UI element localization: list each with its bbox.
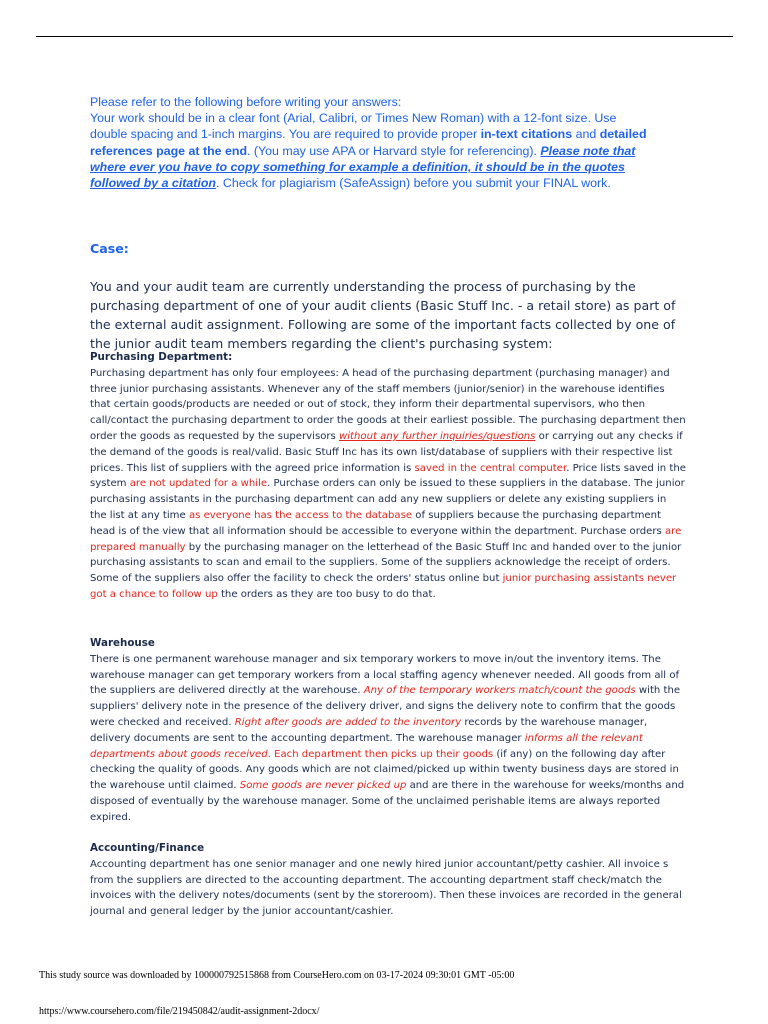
section-purchasing	[90, 350, 686, 603]
body-text: records by the warehouse manager, delivery documents are sent to the accounting department. The warehouse manager	[90, 716, 648, 744]
highlight-text: Any of the temporary workers match/count the goods	[363, 685, 636, 697]
body-text: Purchasing department has only four employees: A head of the purchasing department (purchasing manager) and three junior purchasing assistants. Whenever any of the staff members (junior/senior) in the warehouse identifies that certain goods/products are needed or out of stock, they inform their departmental supervisors, who then call/contact the purchasing department to order the goods at their earliest possible. The purchasing department then order the goods as requested by the supervisors	[90, 367, 686, 442]
highlight-text: saved in the central computer	[414, 462, 567, 474]
instructions-intro: Please refer to the following before writing your answers:	[90, 95, 402, 109]
highlight-text: without any further inquiries/questions	[339, 430, 536, 442]
highlight-text: are not updated for a while	[129, 478, 268, 490]
section-body: Accounting department has one senior manager and one newly hired junior accountant/petty cashier. All invoice s from the suppliers are directed to the accounting department. The accounting department staff check/match the invoices with the delivery notes/documents (sent by the storeroom). Then these invoices are recorded in the general journal and general ledger by the junior accountant/cashier.	[90, 858, 682, 918]
body-text: with the suppliers' delivery note in the presence of the delivery driver, and signs the delivery note to confirm that the goods were checked and received.	[90, 685, 681, 728]
section-heading: Purchasing Department:	[90, 351, 233, 363]
case-heading: Case:	[90, 241, 129, 256]
body-text: and are there in the warehouse for weeks/months and disposed of eventually by the warehouse manager. Some of the unclaimed perishable items are always reported expired.	[90, 780, 685, 823]
section-heading: Warehouse	[90, 637, 155, 649]
instructions-block	[90, 94, 650, 191]
footer-url[interactable]: https://www.coursehero.com/file/219450842/audit-assignment-2docx/	[39, 1006, 320, 1017]
emphasis-references: detailed references page at the end	[90, 127, 647, 158]
body-text: There is one permanent warehouse manager and six temporary workers to move in/out the inventory items. The warehouse manager can get temporary workers from a local staffing agency whenever needed. All goods from all of the suppliers are delivered directly at the warehouse.	[90, 653, 680, 697]
highlight-text: are prepared manually	[90, 525, 682, 553]
body-text: of suppliers because the purchasing department head is of the view that all information should be accessible to everyone within the department. Purchase orders	[90, 509, 665, 537]
section-heading: Accounting/Finance	[90, 842, 205, 854]
body-text: by the purchasing manager on the letterhead of the Basic Stuff Inc and handed over to the junior purchasing assistants to scan and email to the suppliers. Some of the suppliers acknowledge the receipt of orders. Some of the suppliers also offer the facility to check the orders' status online but	[90, 541, 682, 585]
footer-source: This study source was downloaded by 100000792515868 from CourseHero.com on 03-17-2024 09:30:01 GMT -05:00	[39, 970, 515, 981]
highlight-text: junior purchasing assistants never got a chance to follow up	[90, 573, 677, 600]
section-body	[90, 652, 686, 826]
body-text: . Price lists saved in the system	[90, 462, 686, 490]
case-intro: You and your audit team are currently understanding the process of purchasing by the purchasing department of one of your audit clients (Basic Stuff Inc. - a retail store) as part of the external audit assignment. Following are some of the important facts collected by one of the junior audit team members regarding the client's purchasing system:	[90, 279, 676, 351]
section-body	[90, 366, 686, 603]
highlight-text: informs all the relevant departments about goods received	[90, 732, 643, 760]
emphasis-quote-note: Please note that where ever you have to copy something for example a definition, it should be in the quotes followed by a citation	[90, 143, 636, 191]
emphasis-in-text-citations: in-text citations	[480, 127, 573, 142]
section-warehouse	[90, 636, 686, 826]
highlight-text: . Each department then picks up their goods	[267, 748, 494, 760]
instructions-text: . Check for plagiarism (SafeAssign) before you submit your FINAL work.	[215, 176, 611, 191]
instructions-body	[90, 110, 650, 191]
body-text: or carrying out any checks if the demand of the goods is real/valid. Basic Stuff Inc has its own list/database of suppliers with their respective list prices. This list of suppliers with the agreed price information is	[90, 430, 683, 474]
section-accounting	[90, 841, 686, 920]
instructions-text: Your work should be in a clear font (Arial, Calibri, or Times New Roman) with a 12-font size. Use double spacing and 1-inch margins. You are required to provide proper	[90, 111, 617, 142]
instructions-text: . (You may use APA or Harvard style for referencing).	[247, 143, 541, 158]
body-text: . Purchase orders can only be issued to these suppliers in the database. The junior purchasing assistants in the purchasing department can add any new suppliers or delete any existing suppliers in the list at any time	[90, 478, 685, 521]
highlight-text: Some goods are never picked up	[239, 780, 407, 792]
body-text: (if any) on the following day after checking the quality of goods. Any goods which are not claimed/picked up within twenty business days are stored in the warehouse until claimed.	[90, 748, 679, 792]
top-rule	[36, 36, 733, 37]
body-text: the orders as they are too busy to do that.	[217, 588, 436, 600]
instructions-text: and	[572, 127, 600, 142]
highlight-text: as everyone has the access to the database	[188, 509, 413, 521]
highlight-text: Right after goods are added to the inventory	[234, 716, 462, 728]
